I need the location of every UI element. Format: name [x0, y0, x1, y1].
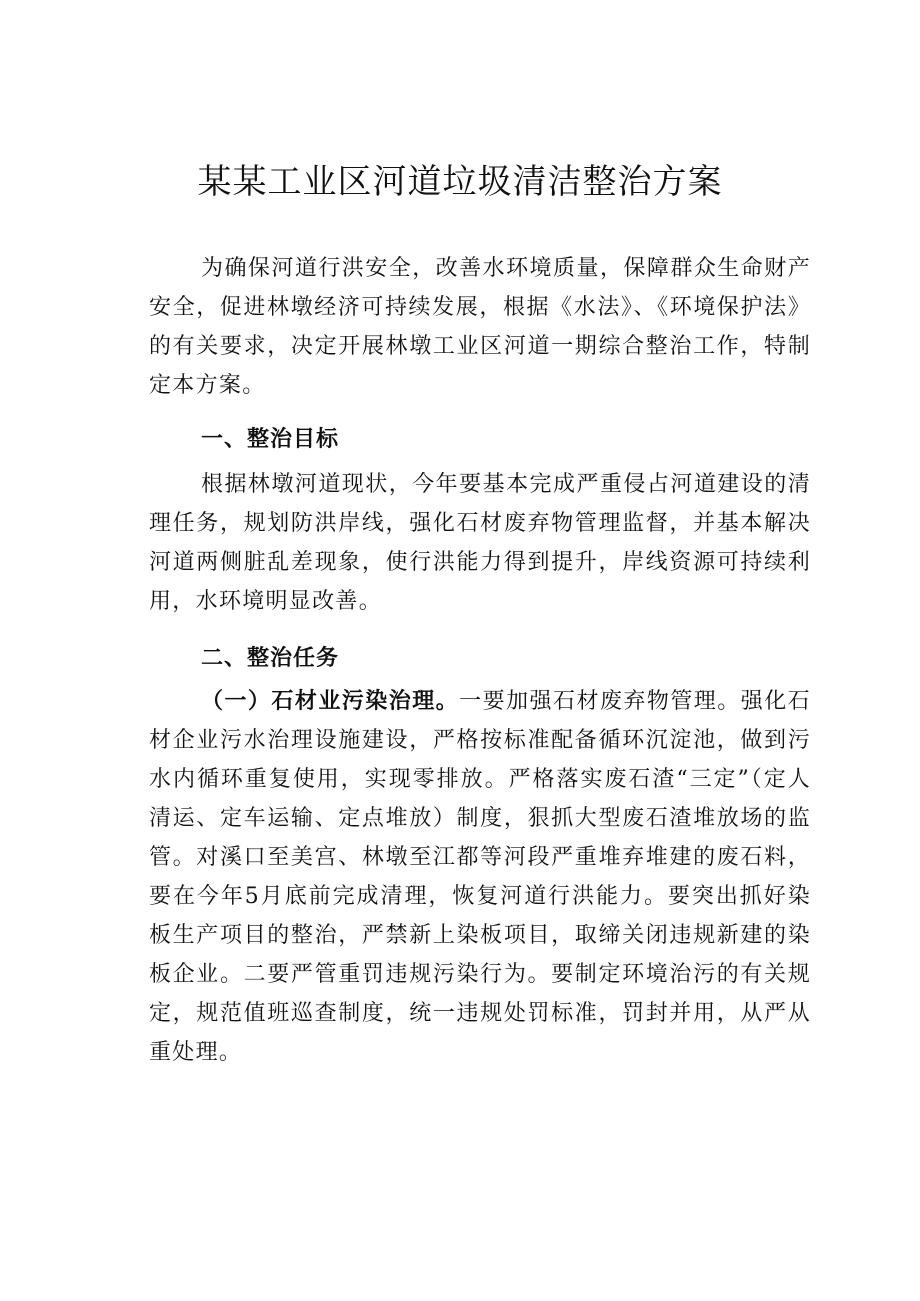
- intro-paragraph: 为确保河道行洪安全，改善水环境质量，保障群众生命财产安全，促进林墩经济可持续发展，根据《水法》、《环境保护法》的有关要求，决定开展林墩工业区河道一期综合整治工作，特制定本方案。: [149, 256, 811, 398]
- subsection-body: 一要加强石材废弃物管理。强化石材企业污水治理设施建设，严格按标准配备循环沉淀池，做到污水内循环重复使用，实现零排放。严格落实废石渣“三定”（定人清运、定车运输、定点堆放）制度，狠抓大型废石渣堆放场的监管。对溪口至美宫、林墩至江都等河段严重堆弃堆建的废石料，要在今年5月底前完成清理，恢复河道行洪能力。要突出抓好染板生产项目的整治，严禁新上染板项目，取缔关闭违规新建的染板企业。二要严管重罚违规污染行为。要制定环境治污的有关规定，规范值班巡查制度，统一违规处罚标准，罚封并用，从严从重处理。: [149, 689, 811, 1065]
- task-stone-industry-paragraph: [149, 682, 811, 1072]
- goals-paragraph: 根据林墩河道现状，今年要基本完成严重侵占河道建设的清理任务，规划防洪岸线，强化石材废弃物管理监督，并基本解决河道两侧脏乱差现象，使行洪能力得到提升，岸线资源可持续利用，水环境明显改善。: [149, 472, 811, 614]
- section-heading-tasks: 二、整治任务: [201, 646, 340, 671]
- document-title: 某某工业区河道垃圾清洁整治方案: [197, 162, 723, 202]
- subsection-lead: （一）石材业污染治理。: [201, 689, 460, 714]
- section-heading-goals: 一、整治目标: [201, 427, 340, 452]
